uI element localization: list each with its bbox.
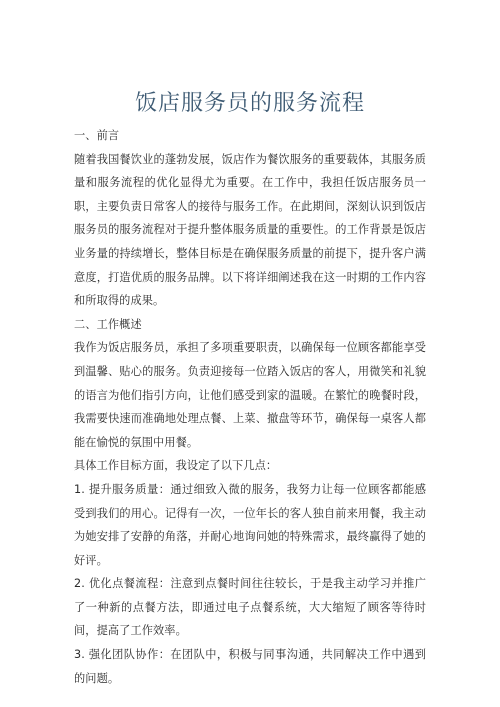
paragraph-goals-intro: 具体工作目标方面，我设定了以下几点： — [74, 459, 278, 473]
document-title: 饭店服务员的服务流程 — [134, 91, 365, 116]
section-heading-overview: 二、工作概述 — [74, 317, 142, 331]
paragraph-preface: 随着我国餐饮业的蓬勃发展，饭店作为餐饮服务的重要载体，其服务质量和服务流程的优化显得尤为重要。在工作中，我担任饭店服务员一职，主要负责日常客人的接待与服务工作。在此期间，深刻认识到饭店服务员的服务流程对于提升整体服务质量的重要性。的工作背景是饭店业务量的持续增长，整体目标是在确保服务质量的前提下，提升客户满意度，打造优质的服务品牌。以下将详细阐述我在这一时期的工作内容和所取得的成果。 — [74, 152, 426, 308]
paragraph-overview: 我作为饭店服务员，承担了多项重要职责，以确保每一位顾客都能享受到温馨、贴心的服务。负责迎接每一位踏入饭店的客人，用微笑和礼貌的语言为他们指引方向，让他们感受到家的温暖。在繁忙的晚餐时段，我需要快速而准确地处理点餐、上菜、撤盘等环节，确保每一桌客人都能在愉悦的氛围中用餐。 — [74, 341, 426, 449]
document-body — [74, 124, 426, 690]
paragraph-goal-1: 1. 提升服务质量：通过细致入微的服务，我努力让每一位顾客都能感受到我们的用心。记得有一次，一位年长的客人独自前来用餐，我主动为她安排了安静的角落，并耐心地询问她的特殊需求，最终赢得了她的好评。 — [74, 482, 426, 567]
paragraph-goal-3: 3. 强化团队协作：在团队中，积极与同事沟通，共同解决工作中遇到的问题。 — [74, 648, 426, 685]
paragraph-goal-2: 2. 优化点餐流程：注意到点餐时间往往较长，于是我主动学习并推广了一种新的点餐方法，即通过电子点餐系统，大大缩短了顾客等待时间，提高了工作效率。 — [74, 577, 426, 638]
section-heading-preface: 一、前言 — [74, 129, 120, 142]
